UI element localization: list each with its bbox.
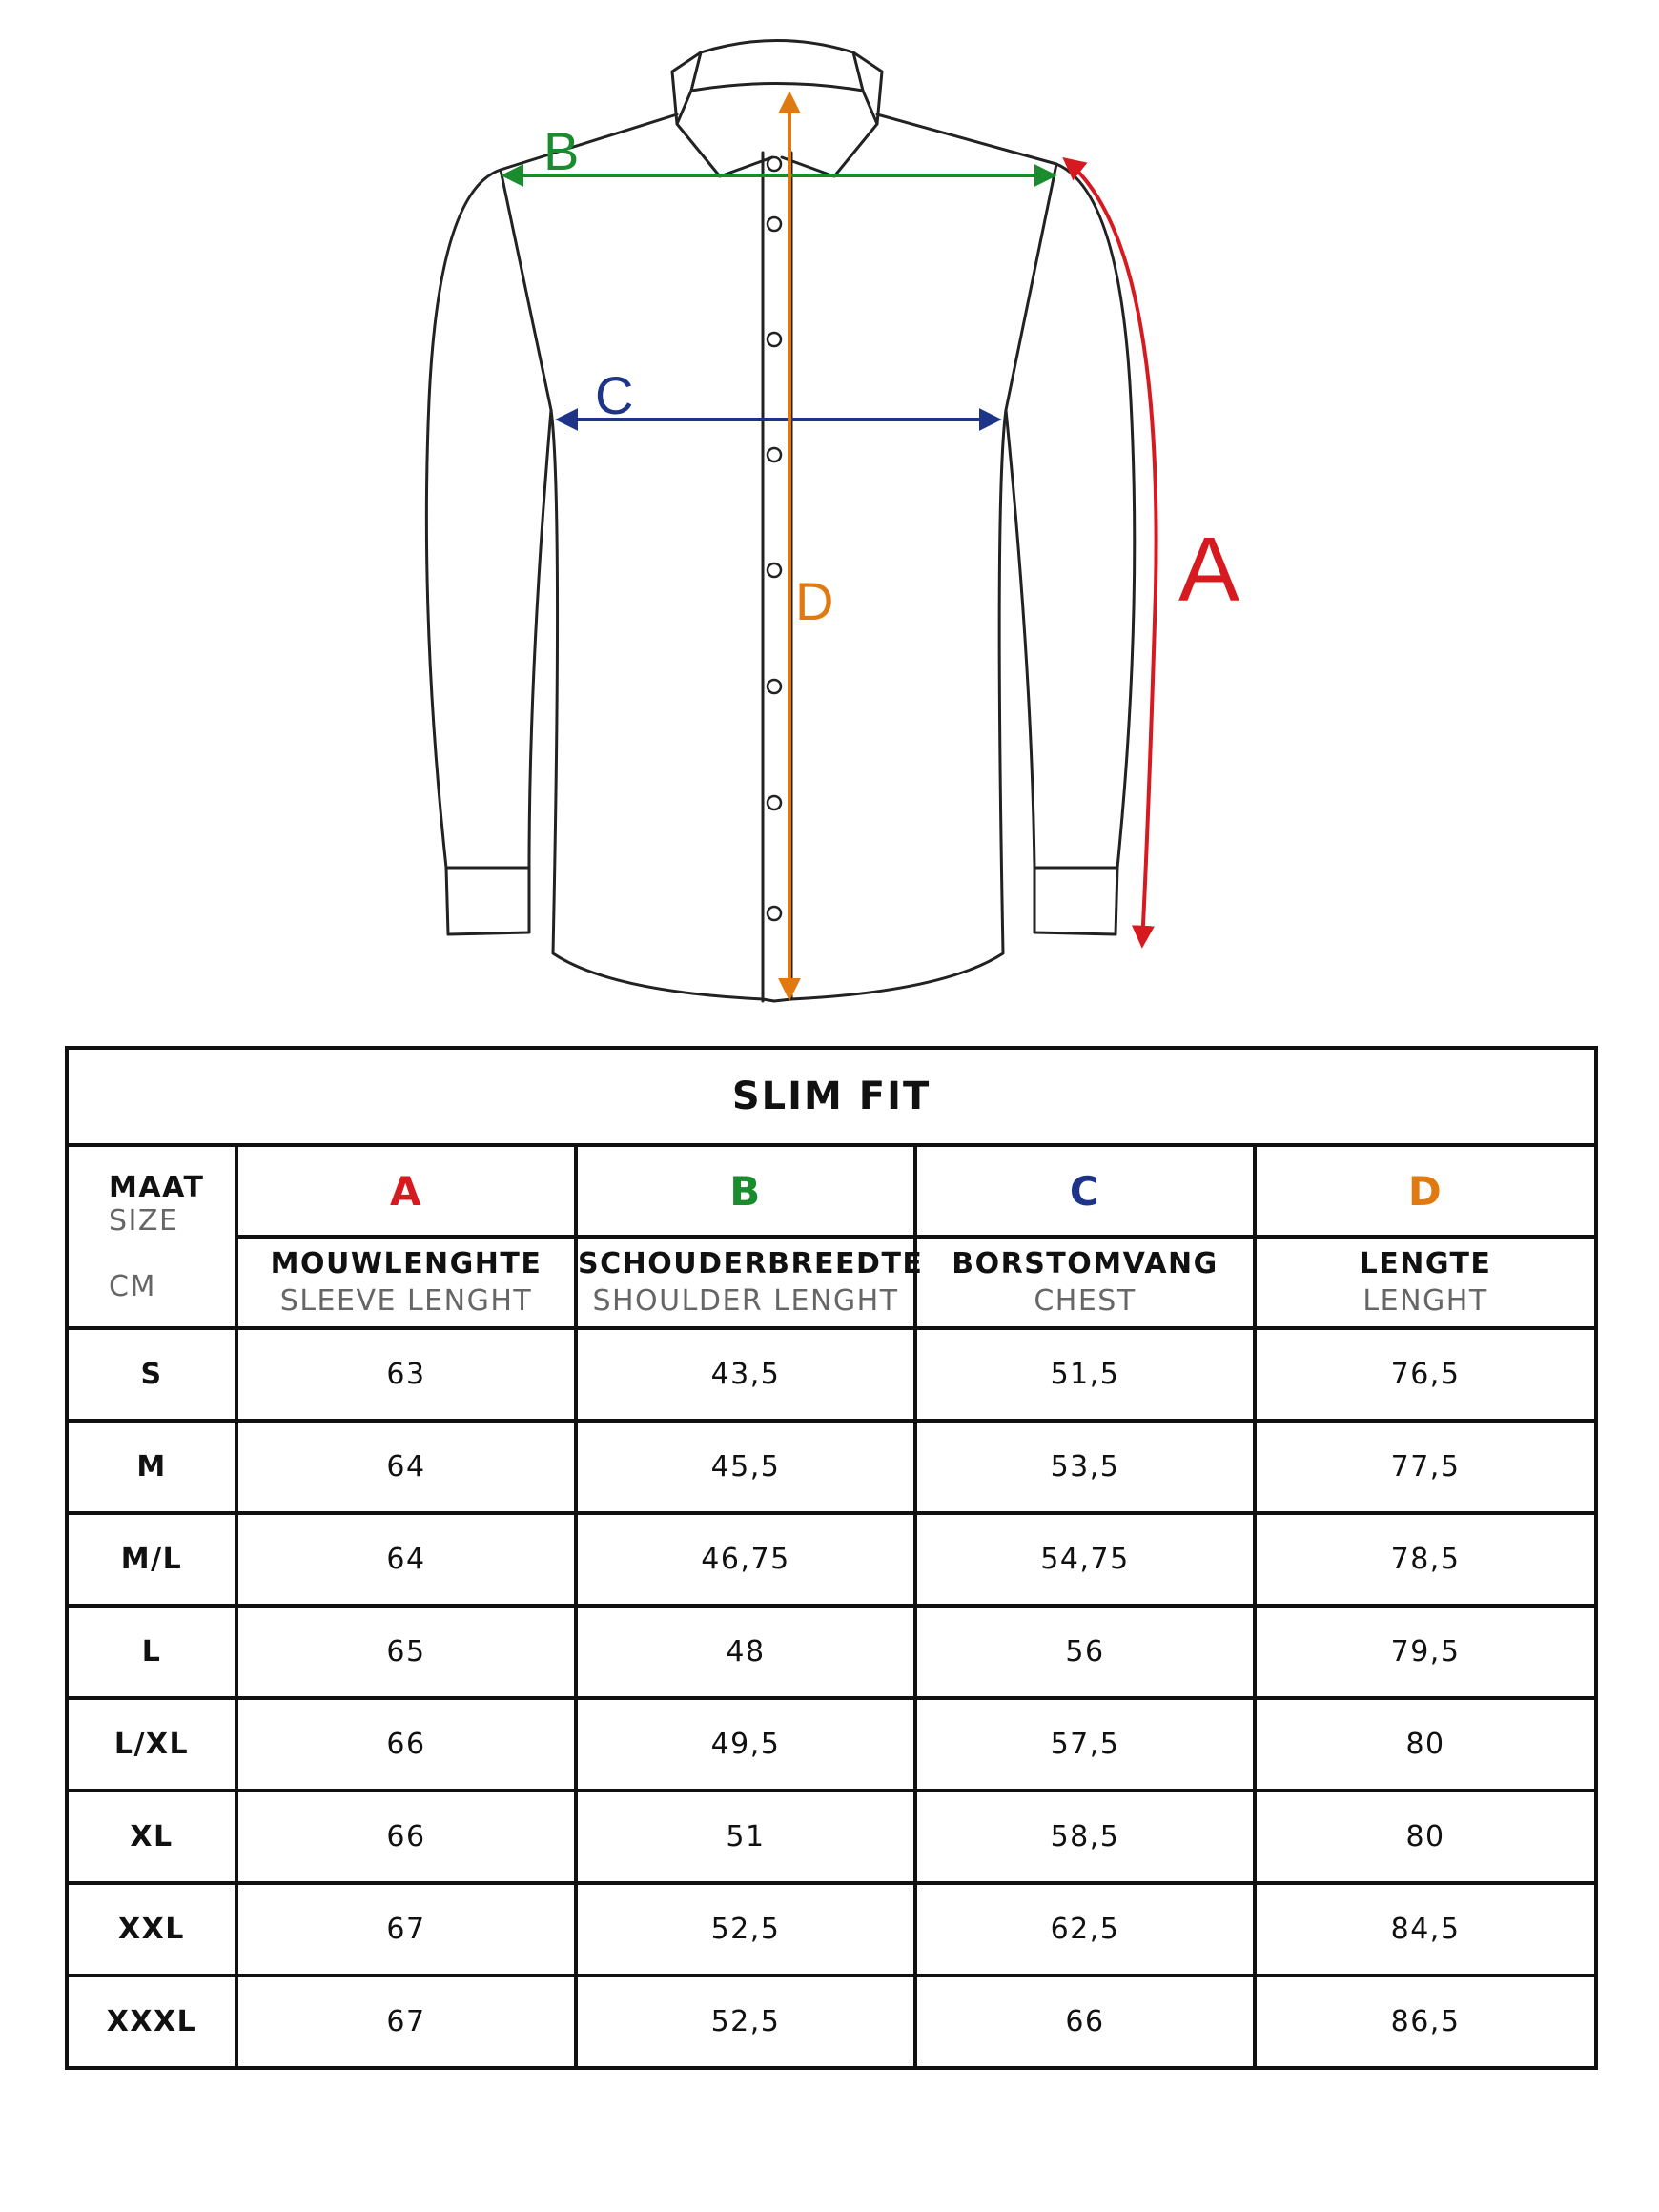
table-row xyxy=(67,1791,1596,1883)
value-cell: 80 xyxy=(1255,1791,1596,1883)
column-header-chest xyxy=(915,1237,1255,1328)
value-cell: 52,5 xyxy=(576,1976,915,2068)
value-cell: 86,5 xyxy=(1255,1976,1596,2068)
value-cell: 77,5 xyxy=(1255,1421,1596,1513)
size-column-header xyxy=(67,1145,236,1328)
value-cell: 52,5 xyxy=(576,1883,915,1976)
value-cell: 62,5 xyxy=(915,1883,1255,1976)
label-b: B xyxy=(543,121,580,181)
size-table xyxy=(65,1046,1598,2070)
label-d: D xyxy=(795,571,834,631)
table-row xyxy=(67,1606,1596,1698)
table-row xyxy=(67,1883,1596,1976)
size-cell: L/XL xyxy=(67,1698,236,1791)
value-cell: 51,5 xyxy=(915,1328,1255,1421)
value-cell: 48 xyxy=(576,1606,915,1698)
column-letter-c xyxy=(915,1145,1255,1237)
shirt-measurement-diagram xyxy=(0,0,1659,1030)
value-cell: 43,5 xyxy=(576,1328,915,1421)
size-cell: XXL xyxy=(67,1883,236,1976)
size-cell: M/L xyxy=(67,1513,236,1606)
value-cell: 78,5 xyxy=(1255,1513,1596,1606)
value-cell: 66 xyxy=(915,1976,1255,2068)
header-en: SHOULDER LENGHT xyxy=(592,1284,899,1318)
table-row xyxy=(67,1513,1596,1606)
value-cell: 80 xyxy=(1255,1698,1596,1791)
value-cell: 67 xyxy=(236,1976,576,2068)
size-cell: M xyxy=(67,1421,236,1513)
value-cell: 45,5 xyxy=(576,1421,915,1513)
value-cell: 84,5 xyxy=(1255,1883,1596,1976)
header-nl: LENGTE xyxy=(1359,1247,1492,1280)
header-nl: BORSTOMVANG xyxy=(952,1247,1219,1280)
value-cell: 64 xyxy=(236,1421,576,1513)
label-c: C xyxy=(595,365,634,425)
header-en: LENGHT xyxy=(1362,1284,1488,1318)
letter-c: C xyxy=(1069,1167,1101,1215)
column-header-shoulder xyxy=(576,1237,924,1328)
letter-a: A xyxy=(389,1167,422,1215)
header-nl: SCHOUDERBREEDTE xyxy=(578,1247,924,1280)
column-header-length xyxy=(1255,1237,1596,1328)
size-header-maat: MAAT xyxy=(109,1170,205,1204)
value-cell: 58,5 xyxy=(915,1791,1255,1883)
column-header-sleeve xyxy=(236,1237,576,1328)
header-en: SLEEVE LENGHT xyxy=(279,1284,533,1318)
value-cell: 54,75 xyxy=(915,1513,1255,1606)
value-cell: 46,75 xyxy=(576,1513,915,1606)
value-cell: 64 xyxy=(236,1513,576,1606)
table-row xyxy=(67,1698,1596,1791)
letter-b: B xyxy=(729,1167,762,1215)
table-title: SLIM FIT xyxy=(67,1048,1596,1145)
shirt-outline xyxy=(426,41,1134,1002)
arrow-a xyxy=(1066,160,1157,944)
value-cell: 76,5 xyxy=(1255,1328,1596,1421)
value-cell: 65 xyxy=(236,1606,576,1698)
column-letter-a xyxy=(236,1145,576,1237)
size-cell: XL xyxy=(67,1791,236,1883)
size-header-cm: CM xyxy=(109,1269,156,1303)
value-cell: 49,5 xyxy=(576,1698,915,1791)
value-cell: 66 xyxy=(236,1698,576,1791)
value-cell: 66 xyxy=(236,1791,576,1883)
shirt-buttons xyxy=(768,157,781,920)
size-cell: XXXL xyxy=(67,1976,236,2068)
table-row xyxy=(67,1328,1596,1421)
header-nl: MOUWLENGHTE xyxy=(270,1247,543,1280)
value-cell: 53,5 xyxy=(915,1421,1255,1513)
size-header-size: SIZE xyxy=(109,1203,179,1238)
header-en: CHEST xyxy=(1034,1284,1137,1318)
column-letter-d xyxy=(1255,1145,1596,1237)
value-cell: 51 xyxy=(576,1791,915,1883)
letter-d: D xyxy=(1407,1167,1444,1215)
value-cell: 63 xyxy=(236,1328,576,1421)
table-row xyxy=(67,1976,1596,2068)
label-a: A xyxy=(1178,519,1240,621)
value-cell: 57,5 xyxy=(915,1698,1255,1791)
size-cell: L xyxy=(67,1606,236,1698)
shirt-outline-icon xyxy=(0,0,1659,1030)
value-cell: 56 xyxy=(915,1606,1255,1698)
size-cell: S xyxy=(67,1328,236,1421)
value-cell: 67 xyxy=(236,1883,576,1976)
table-row xyxy=(67,1421,1596,1513)
column-letter-b xyxy=(576,1145,915,1237)
value-cell: 79,5 xyxy=(1255,1606,1596,1698)
